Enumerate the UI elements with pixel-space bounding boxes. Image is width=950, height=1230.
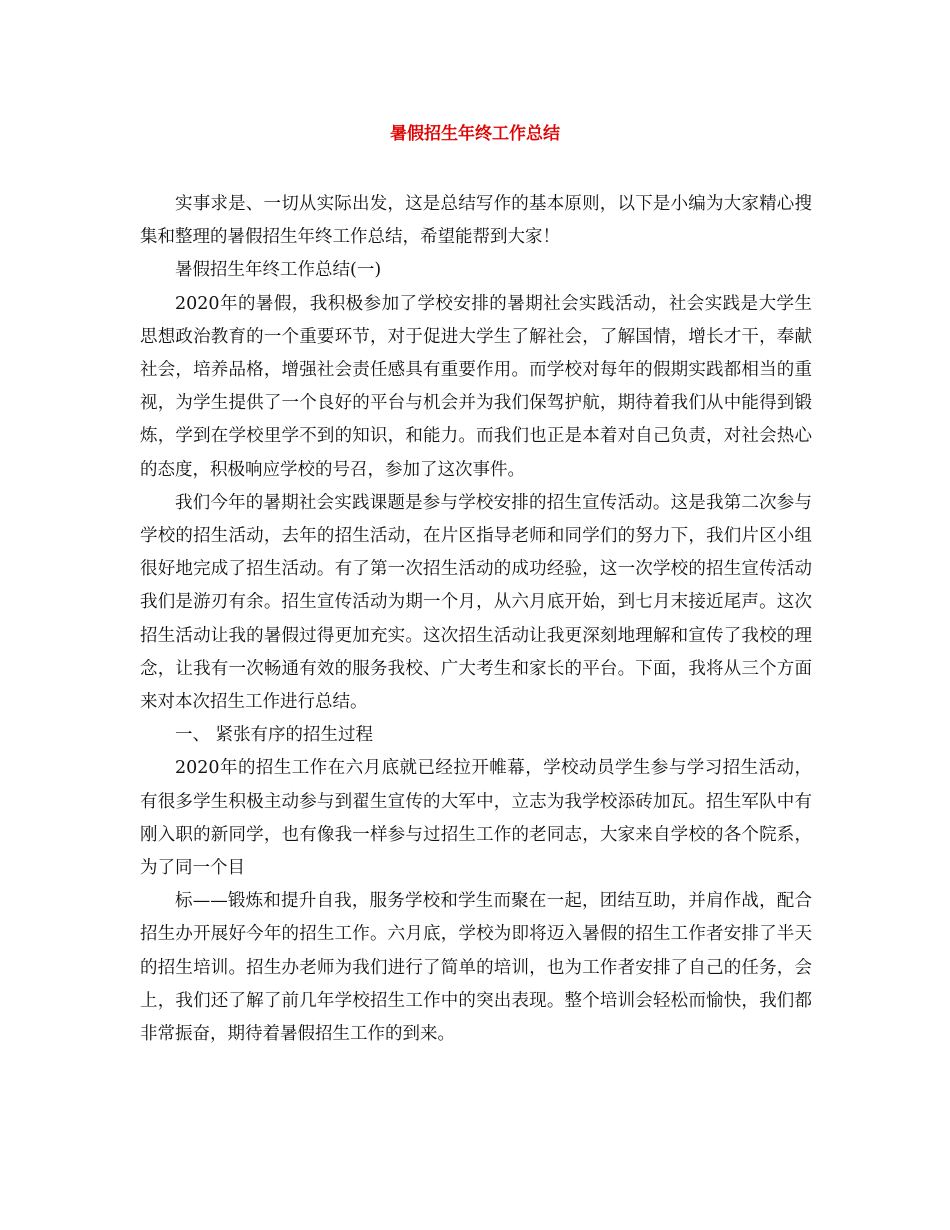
paragraph: 2020年的暑假，我积极参加了学校安排的暑期社会实践活动，社会实践是大学生思想政治教育的一个重要环节，对于促进大学生了解社会，了解国情，增长才干，奉献社会，培养品格，增强社会责任感具有重要作用。而学校对每年的假期实践都相当的重视，为学生提供了一个良好的平台与机会并为我们保驾护航，期待着我们从中能得到锻炼，学到在学校里学不到的知识，和能力。而我们也正是本着对自己负责，对社会热心的态度，积极响应学校的号召，参加了这次事件。 <box>140 293 812 480</box>
paragraph: 2020年的招生工作在六月底就已经拉开帷幕，学校动员学生参与学习招生活动，有很多学生积极主动参与到翟生宣传的大军中，立志为我学校添砖加瓦。招生军队中有刚入职的新同学，也有像我一样参与过招生工作的老同志，大家来自学校的各个院系，为了同一个目 <box>140 758 812 879</box>
subsection-heading: 一、 紧张有序的招生过程 <box>175 725 374 746</box>
section-heading: 暑假招生年终工作总结(一) <box>175 260 382 281</box>
paragraph: 我们今年的暑期社会实践课题是参与学校安排的招生宣传活动。这是我第二次参与学校的招生活动，去年的招生活动，在片区指导老师和同学们的努力下，我们片区小组很好地完成了招生活动。有了第一次招生活动的成功经验，这一次学校的招生宣传活动我们是游刃有余。招生宣传活动为期一个月，从六月底开始，到七月末接近尾声。这次招生活动让我的暑假过得更加充实。这次招生活动让我更深刻地理解和宣传了我校的理念，让我有一次畅通有效的服务我校、广大考生和家长的平台。下面，我将从三个方面来对本次招生工作进行总结。 <box>140 492 812 713</box>
document-title: 暑假招生年终工作总结 <box>390 124 560 144</box>
paragraph: 标——锻炼和提升自我，服务学校和学生而聚在一起，团结互助，并肩作战，配合招生办开展好今年的招生工作。六月底，学校为即将迈入暑假的招生工作者安排了半天的招生培训。招生办老师为我们进行了简单的培训，也为工作者安排了自己的任务，会上，我们还了解了前几年学校招生工作中的突出表现。整个培训会轻松而愉快，我们都非常振奋，期待着暑假招生工作的到来。 <box>140 891 812 1045</box>
document-body <box>140 188 812 1051</box>
paragraph-intro: 实事求是、一切从实际出发，这是总结写作的基本原则，以下是小编为大家精心搜集和整理的暑假招生年终工作总结，希望能帮到大家！ <box>140 194 812 248</box>
